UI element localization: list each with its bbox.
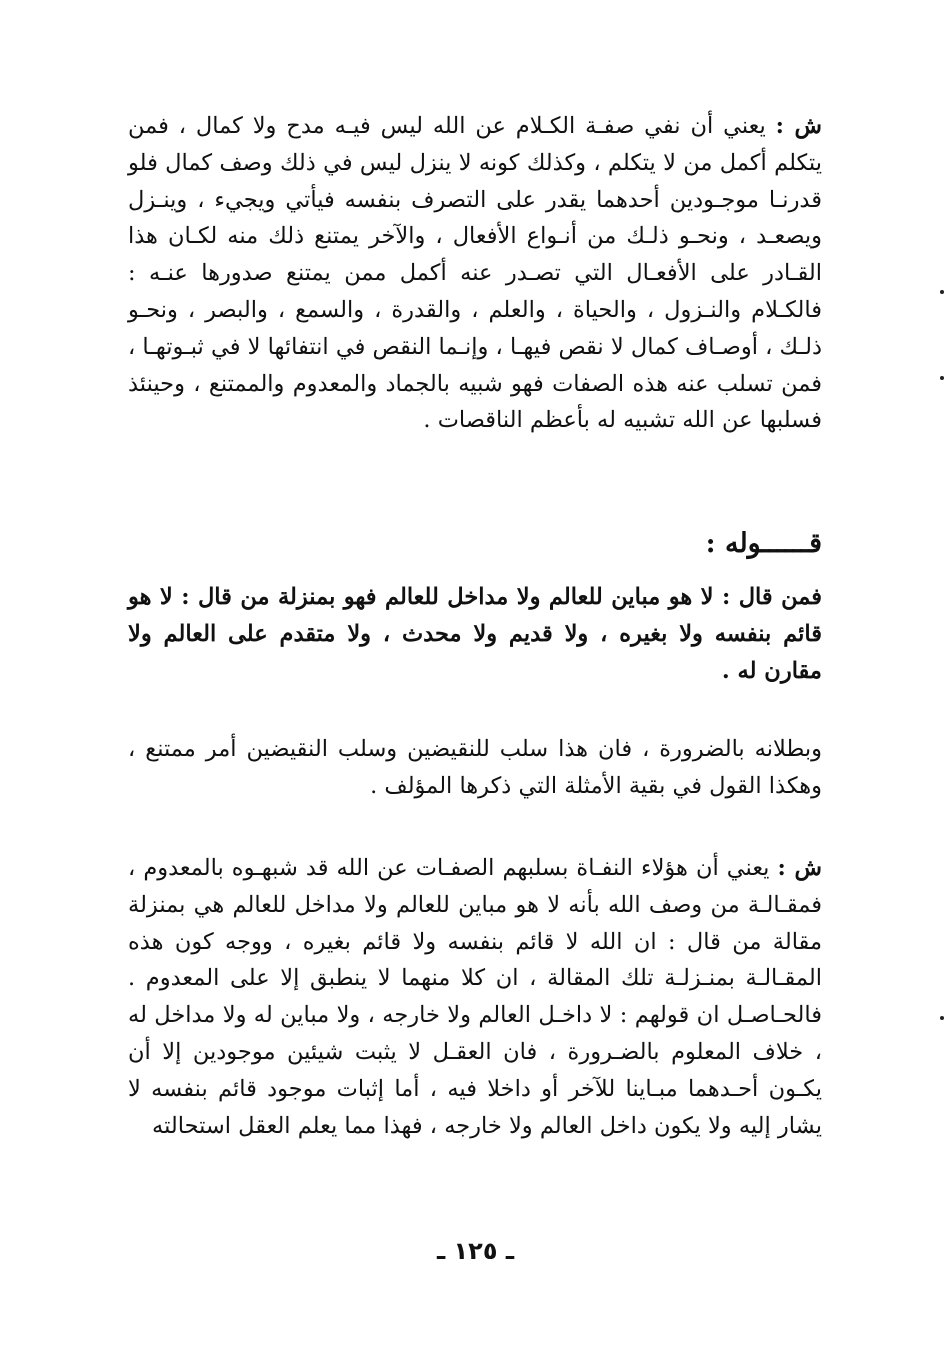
explanation-paragraph: وبطلانه بالضرورة ، فان هذا سلب للنقيضين وسلب النقيضين أمر ممتنع ، وهكذا القول في بقية الأمثلة التي ذكرها المؤلف . — [128, 736, 822, 799]
commentary-text: يعني أن نفي صفـة الكـلام عن الله ليس فيـه مدح ولا كمال ، فمن يتكلم أكمل من لا يتكلم ، وكذلك كونه لا ينزل ليس في ذلك وصف كمال فلو قدرنـا موجـودين أحدهما يقدر على التصرف بنفسه فيأتي ويجيء ، وينـزل ويصعـد ، ونحـو ذلـك من أنـواع الأفعال ، والآخر يمتنع ذلك منه لكـان هذا القـادر على الأفعـال التي تصـدر عنه أكمل ممن يمتنع صدورها عنـه : فالكـلام والنـزول ، والحياة ، والعلم ، والقدرة ، والسمع ، والبصر ، ونحـو ذلـك ، أوصـاف كمال لا نقص فيهـا ، وإنـما النقص في انتفائها لا في ثبـوتهـا ، فمن تسلب عنه هذه الصفات فهو شبيه بالجماد والمعدوم والممتنع ، وحينئذ فسلبها عن الله تشبيه له بأعظم الناقصات . — [128, 113, 822, 434]
margin-mark — [940, 376, 944, 380]
margin-mark — [940, 1016, 944, 1020]
commentary-paragraph-2 — [128, 850, 822, 1144]
section-heading: قــــــوله : — [705, 528, 822, 559]
page-number: ـ ١٢٥ ـ — [436, 1237, 515, 1265]
page-body — [128, 100, 822, 1280]
margin-mark — [940, 290, 944, 294]
commentary-marker: ش : — [777, 855, 822, 881]
commentary-text: يعني أن هؤلاء النفـاة بسلبهم الصفـات عن الله قد شبهـوه بالمعدوم ، فمقـالـة من وصف الله بأنه لا هو مباين للعالم ولا مداخل للعالم هي بمنزلة مقالة من قال : ان الله لا قائم بنفسه ولا قائم بغيره ، ووجه كون هذه المقـالـة بمنـزلـة تلك المقالة ، ان كلا منهما لا ينطبق إلا على المعدوم . فالحـاصـل ان قولهم : لا داخـل العالم ولا خارجه ، ولا مباين له ولا مداخل له ، خلاف المعلوم بالضـرورة ، فان العقـل لا يثبت شيئين موجودين إلا أن يكـون أحـدهما مبـاينا للآخر أو داخلا فيه ، أما إثبات موجود قائم بنفسه لا يشار إليه ولا يكون داخل العالم ولا خارجه ، فهذا مما يعلم العقل استحالته — [128, 855, 822, 1139]
commentary-marker: ش : — [775, 113, 822, 139]
commentary-paragraph-1 — [128, 108, 822, 439]
quoted-matn-paragraph: فمن قال : لا هو مباين للعالم ولا مداخل للعالم فهو بمنزلة من قال : لا هو قائم بنفسه ولا بغيره ، ولا قديم ولا محدث ، ولا متقدم على العالم ولا مقارن له . — [128, 584, 822, 684]
